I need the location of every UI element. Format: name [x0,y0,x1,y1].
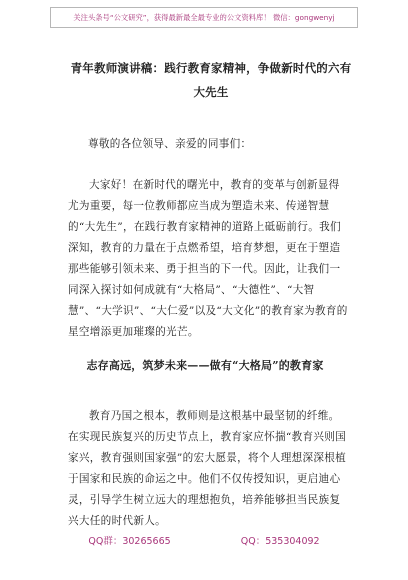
footer-qq: QQ：535304092 [240,536,320,547]
header-banner [50,7,358,28]
document-title: 青年教师演讲稿：践行教育家精神，争做新时代的六有大先生 [70,61,352,99]
header-banner-text: 关注头条号“公文研究”，获得最新最全最专业的公文资料库！ 微信：gongwenyj [73,12,335,22]
section-heading: 志存高远，筑梦未来——做有“大格局”的教育家 [86,359,324,372]
footer-qq-group: QQ群：30265665 [88,536,171,547]
paragraph-intro: 大家好！在新时代的曙光中，教育的变革与创新显得尤为重要，每一位教师都应当成为塑造未来、传递智慧的“大先生”，在践行教育家精神的道路上砥砺前行。我们深知，教育的力量在于点燃希望，培育梦想，更在于塑造那些能够引领未来、勇于担当的下一代。因此，让我们一同深入探讨如何成就有“大格局”、“大德性”、“大智慧”、“大学识”、“大仁爱”以及“大文化”的教育家为教育的星空增添更加璀璨的光芒。 [68,179,348,338]
paragraph-section-1: 教育乃国之根本，教师则是这根基中最坚韧的纤维。在实现民族复兴的历史节点上，教育家应怀揣“教育兴则国家兴，教育强则国家强”的宏大愿景，将个人理想深深根植于国家和民族的命运之中。他们不仅传授知识，更启迪心灵，引导学生树立远大的理想抱负，培养能够担当民族复兴大任的时代新人。 [68,410,347,527]
greeting: 尊敬的各位领导、亲爱的同事们： [88,138,252,150]
footer [0,533,408,547]
